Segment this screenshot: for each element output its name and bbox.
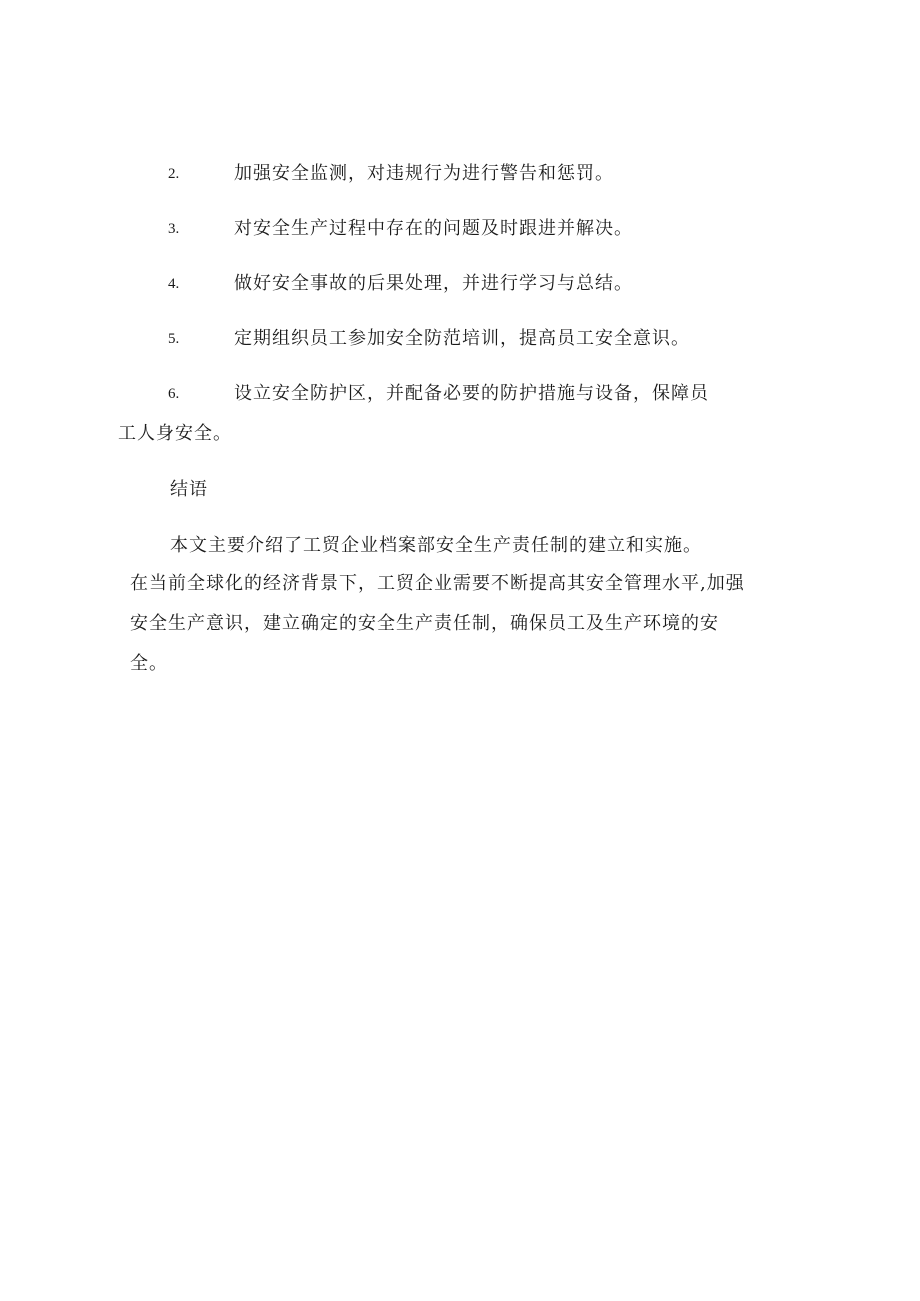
paragraph-line: 在当前全球化的经济背景下，工贸企业需要不断提高其安全管理水平,加强 xyxy=(130,573,745,594)
list-item-number: 3. xyxy=(168,221,180,237)
list-item-text: 设立安全防护区，并配备必要的防护措施与设备，保障员 xyxy=(234,383,709,404)
list-item-number: 5. xyxy=(168,331,180,347)
list-item-number: 2. xyxy=(168,166,180,182)
list-item-text-continued: 工人身安全。 xyxy=(118,423,232,444)
paragraph-line: 安全生产意识，建立确定的安全生产责任制，确保员工及生产环境的安 xyxy=(130,613,719,634)
list-item-text: 加强安全监测，对违规行为进行警告和惩罚。 xyxy=(234,163,614,184)
list-item-text: 对安全生产过程中存在的问题及时跟进并解决。 xyxy=(234,218,633,239)
list-item-number: 6. xyxy=(168,386,180,402)
list-item-text: 做好安全事故的后果处理，并进行学习与总结。 xyxy=(234,273,633,294)
list-item-number: 4. xyxy=(168,276,180,292)
paragraph-line: 全。 xyxy=(130,653,168,674)
section-heading: 结语 xyxy=(170,479,208,500)
paragraph-line: 本文主要介绍了工贸企业档案部安全生产责任制的建立和实施。 xyxy=(170,535,702,556)
list-item-text: 定期组织员工参加安全防范培训，提高员工安全意识。 xyxy=(234,328,690,349)
